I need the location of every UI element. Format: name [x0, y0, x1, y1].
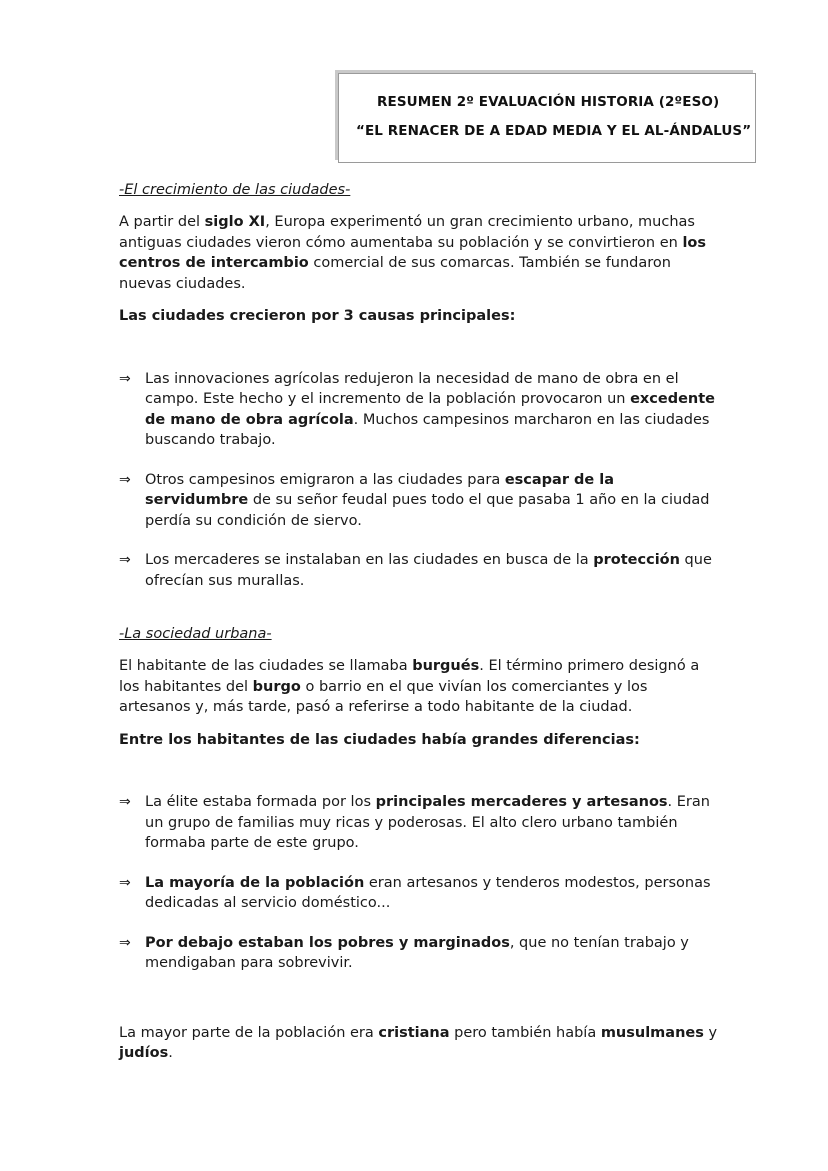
text-run: eran artesanos y tenderos modestos, personas dedicadas al servicio doméstico... — [145, 874, 711, 911]
list-item — [119, 792, 719, 854]
list-diferencias — [119, 792, 719, 974]
text-run: La élite estaba formada por los — [145, 794, 376, 810]
bold-run: siglo XI — [204, 214, 266, 230]
text-run: . El término primero designó a los habitantes del — [119, 658, 700, 695]
section-title-crecimiento: -El crecimiento de las ciudades- — [119, 182, 351, 198]
text-run: comercial de sus comarcas. También se fundaron nuevas ciudades. — [119, 255, 671, 292]
double-arrow-right-icon: ⇒ — [119, 370, 131, 387]
list-item — [119, 873, 719, 914]
bold-run: Por debajo estaban los pobres y marginados — [145, 934, 510, 951]
bold-run: principales mercaderes y artesanos — [375, 794, 668, 810]
title-box — [338, 73, 756, 163]
paragraph-intro-sociedad — [119, 656, 719, 718]
text-run: . — [168, 1045, 173, 1061]
text-run: , que no tenían trabajo y mendigaban para sobrevivir. — [145, 934, 689, 971]
lead-diferencias: Entre los habitantes de las ciudades había grandes diferencias: — [119, 731, 640, 748]
document-subtitle: “EL RENACER DE A EDAD MEDIA Y EL AL-ÁNDALUS” — [356, 123, 752, 139]
bold-run: cristiana — [378, 1024, 450, 1041]
text-run: . Eran un grupo de familias muy ricas y poderosas. El alto clero urbano también formaba parte de este grupo. — [145, 794, 710, 851]
list-item — [119, 933, 719, 974]
document-body — [119, 180, 719, 1064]
text-run: Los mercaderes se instalaban en las ciudades en busca de la — [145, 552, 594, 568]
list-causas — [119, 369, 719, 592]
list-item — [119, 470, 719, 532]
text-run: y — [703, 1024, 718, 1041]
text-run: La mayor parte de la población era — [119, 1024, 379, 1041]
lead-causas: Las ciudades crecieron por 3 causas principales: — [119, 308, 516, 324]
text-run: pero también había — [449, 1024, 601, 1041]
text-run: A partir del — [119, 214, 205, 230]
text-run: Las innovaciones agrícolas redujeron la necesidad de mano de obra en el campo. Este hecho y el incremento de la población provocaron un — [145, 370, 679, 407]
text-run: El habitante de las ciudades se llamaba — [119, 658, 413, 674]
list-item — [119, 550, 719, 591]
bold-run: La mayoría de la población — [145, 874, 365, 891]
text-run: que ofrecían sus murallas. — [145, 552, 712, 589]
text-run: , Europa experimentó un gran crecimiento urbano, muchas antiguas ciudades vieron cómo aumentaba su población y se convirtieron en — [119, 214, 695, 251]
double-arrow-right-icon: ⇒ — [119, 552, 131, 568]
double-arrow-right-icon: ⇒ — [119, 794, 131, 810]
bold-run: escapar de la servidumbre — [145, 471, 615, 508]
text-run: o barrio en el que vivían los comerciantes y los artesanos y, más tarde, pasó a referirse a todo habitante de la ciudad. — [119, 678, 648, 715]
paragraph-religiones — [119, 1023, 719, 1064]
section-title-sociedad: -La sociedad urbana- — [119, 626, 272, 642]
paragraph-intro-crecimiento — [119, 212, 719, 294]
spacer — [119, 610, 719, 624]
text-run: . Muchos campesinos marcharon en las ciudades buscando trabajo. — [145, 411, 710, 448]
bold-run: judíos — [119, 1045, 169, 1061]
document-title: RESUMEN 2º EVALUACIÓN HISTORIA (2ºESO) — [377, 94, 720, 110]
text-run: de su señor feudal pues todo el que pasaba 1 año en la ciudad perdía su condición de siervo. — [145, 492, 710, 529]
bold-run: burgo — [252, 678, 301, 695]
spacer — [119, 993, 719, 1023]
bold-run: los centros de intercambio — [119, 234, 707, 271]
bold-run: protección — [593, 552, 680, 568]
bold-run: musulmanes — [600, 1024, 704, 1041]
double-arrow-right-icon: ⇒ — [119, 934, 131, 951]
bold-run: burgués — [412, 658, 480, 674]
text-run: Otros campesinos emigraron a las ciudades para — [145, 471, 505, 488]
double-arrow-right-icon: ⇒ — [119, 874, 131, 891]
bold-run: excedente de mano de obra agrícola — [145, 391, 715, 428]
list-item — [119, 369, 719, 451]
double-arrow-right-icon: ⇒ — [119, 471, 131, 488]
